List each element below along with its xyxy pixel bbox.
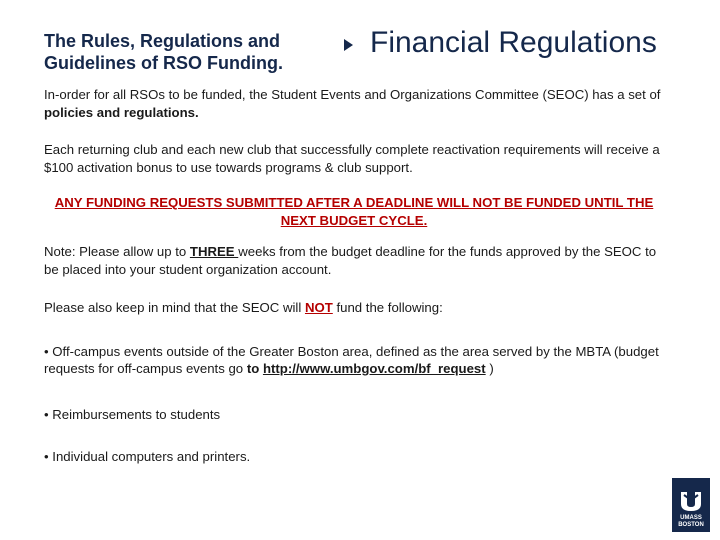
- note-paragraph: [44, 243, 664, 278]
- deadline-warning: ANY FUNDING REQUESTS SUBMITTED AFTER A DEADLINE WILL NOT BE FUNDED UNTIL THE NEXT BUDGET CYCLE.: [54, 195, 654, 228]
- exclusion-text-post: ): [485, 361, 494, 376]
- exclusions-text-post: fund the following:: [332, 300, 443, 315]
- slide-title-text: Financial Regulations: [370, 26, 657, 59]
- note-text-post: weeks from the budget deadline for the funds approved by the SEOC to be placed into your student organization account.: [44, 244, 657, 277]
- exclusions-emphasis: NOT: [304, 300, 333, 315]
- exclusions-text-pre: Please also keep in mind that the SEOC will: [44, 300, 305, 315]
- intro-emphasis: policies and regulations.: [44, 104, 199, 120]
- logo-line1: UMASS: [680, 515, 702, 521]
- note-emphasis: THREE: [189, 244, 239, 259]
- activation-paragraph: Each returning club and each new club that successfully complete reactivation requirements will receive a $100 activation bonus to use towards programs & club support.: [44, 142, 660, 175]
- slide-title: [344, 26, 657, 60]
- exclusion-text: • Off-campus events outside of the Greater Boston area, defined as the area served by the MBTA (budget requests for off-campus events go: [44, 343, 659, 376]
- note-text-pre: Note: Please allow up to: [44, 244, 190, 259]
- exclusion-to: to: [246, 361, 263, 376]
- section-title: The Rules, Regulations and Guidelines of RSO Funding.: [44, 31, 283, 73]
- bullet-triangle-icon: [344, 39, 353, 51]
- exclusions-intro: [44, 299, 664, 317]
- slide-body: [44, 86, 664, 466]
- exclusion-item-reimbursements: • Reimbursements to students: [44, 406, 221, 422]
- logo-line2: BOSTON: [678, 522, 704, 528]
- umass-boston-logo: [672, 478, 710, 532]
- exclusion-item-computers: • Individual computers and printers.: [44, 449, 251, 464]
- umass-emblem-icon: [679, 490, 703, 512]
- exclusion-item-offcampus: [44, 343, 664, 378]
- intro-paragraph: [44, 86, 664, 121]
- intro-text: In-order for all RSOs to be funded, the Student Events and Organizations Committee (SEOC) has a set of: [44, 87, 661, 102]
- budget-request-link[interactable]: http://www.umbgov.com/bf_request: [262, 361, 486, 376]
